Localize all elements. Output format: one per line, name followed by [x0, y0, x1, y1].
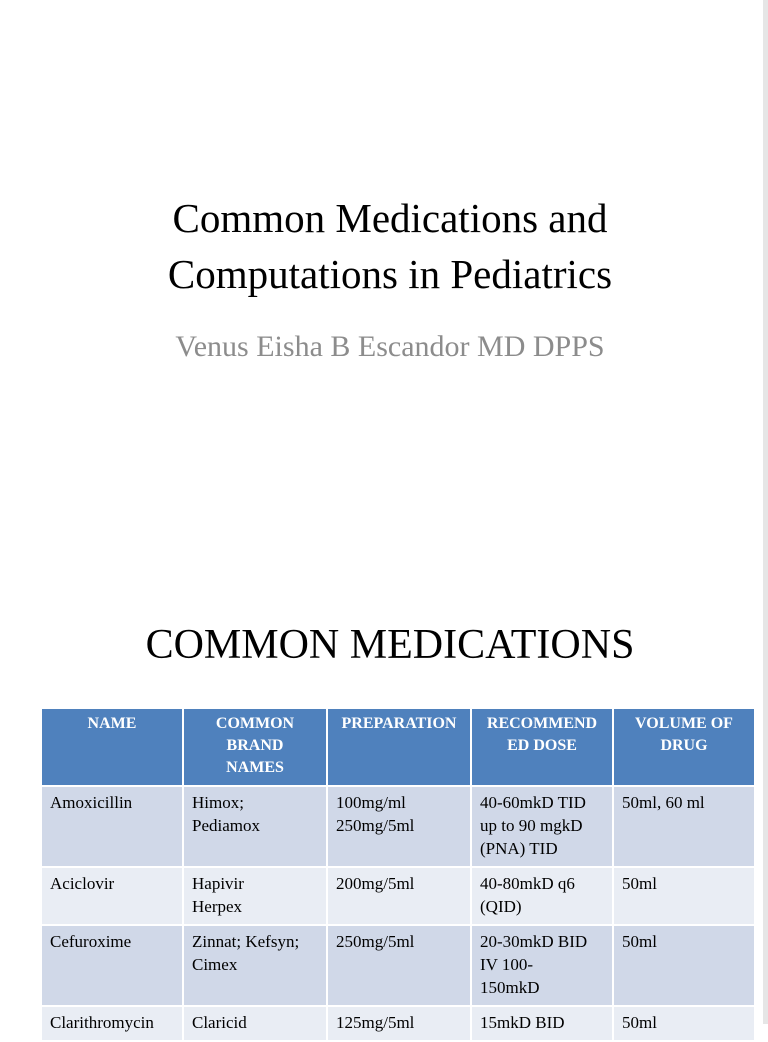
- title-line-2: Computations in Pediatrics: [167, 251, 613, 297]
- cell-text: 200mg/5ml: [336, 874, 415, 893]
- slide-edge-strip: [763, 0, 768, 575]
- cell-text: 50ml: [622, 932, 657, 951]
- cell-brand: [183, 925, 327, 1006]
- table-header-row: [41, 708, 755, 786]
- cell-text: Pediamox: [192, 816, 260, 835]
- cell-text: 125mg/5ml: [336, 1013, 415, 1032]
- slide-title: COMMON MEDICATIONS: [145, 622, 635, 668]
- cell-text: 50ml: [622, 1013, 657, 1032]
- cell-volume: [613, 786, 755, 867]
- header-text: VOLUME OF: [635, 715, 733, 732]
- medications-slide: [0, 575, 768, 1032]
- cell-text: 40-60mkD TID: [480, 793, 586, 812]
- table-row: [41, 786, 755, 867]
- cell-text: (PNA) TID: [480, 839, 558, 858]
- cell-text: Herpex: [192, 897, 243, 916]
- header-text: BRAND: [226, 737, 284, 754]
- cell-volume: [613, 867, 755, 925]
- cell-brand: [183, 867, 327, 925]
- slide-edge-strip: [763, 575, 768, 1024]
- cell-preparation: [327, 786, 471, 867]
- cell-text: Cimex: [192, 955, 238, 974]
- header-text: PREPARATION: [341, 715, 457, 732]
- cell-text: Zinnat; Kefsyn;: [192, 932, 300, 951]
- cell-text: 100mg/ml: [336, 793, 406, 812]
- header-volume: [613, 708, 755, 786]
- table-row: [41, 925, 755, 1006]
- cell-text: 40-80mkD q6: [480, 874, 575, 893]
- table-row: [41, 867, 755, 925]
- cell-text: 15mkD BID: [480, 1013, 565, 1032]
- cell-text: Aciclovir: [50, 874, 115, 893]
- cell-text: 20-30mkD BID: [480, 932, 588, 951]
- cell-text: Himox;: [192, 793, 244, 812]
- cell-text: 50ml: [622, 874, 657, 893]
- cell-text: 150mkD: [480, 978, 540, 997]
- cell-brand: [183, 786, 327, 867]
- cell-text: 50ml, 60 ml: [622, 793, 705, 812]
- cell-dose: [471, 925, 613, 1006]
- cell-text: 250mg/5ml: [336, 816, 415, 835]
- presentation-title: [60, 190, 720, 302]
- header-name: [41, 708, 183, 786]
- cell-name: [41, 867, 183, 925]
- cell-text: up to 90 mgkD: [480, 816, 583, 835]
- cell-text: Amoxicillin: [50, 793, 133, 812]
- header-preparation: [327, 708, 471, 786]
- header-text: NAMES: [226, 759, 284, 776]
- cell-text: (QID): [480, 897, 522, 916]
- cell-dose: [471, 786, 613, 867]
- cell-text: IV 100-: [480, 955, 534, 974]
- header-text: ED DOSE: [507, 737, 577, 754]
- cell-text: Hapivir: [192, 874, 244, 893]
- cell-text: Claricid: [192, 1013, 247, 1032]
- header-recommended-dose: [471, 708, 613, 786]
- cell-text: 250mg/5ml: [336, 932, 415, 951]
- cell-preparation: [327, 925, 471, 1006]
- title-line-1: Common Medications and: [172, 195, 608, 241]
- header-text: NAME: [87, 715, 137, 732]
- cell-volume: [613, 925, 755, 1006]
- header-text: COMMON: [215, 715, 295, 732]
- cell-dose: [471, 867, 613, 925]
- cell-name: [41, 786, 183, 867]
- header-text: DRUG: [660, 737, 708, 754]
- cell-name: [41, 925, 183, 1006]
- cell-preparation: [327, 867, 471, 925]
- cell-text: Cefuroxime: [50, 932, 132, 951]
- cell-text: Clarithromycin: [50, 1013, 154, 1032]
- header-brand-names: [183, 708, 327, 786]
- header-text: RECOMMEND: [486, 715, 598, 732]
- author-subtitle: Venus Eisha B Escandor MD DPPS: [175, 330, 605, 363]
- medications-table: [40, 707, 756, 1042]
